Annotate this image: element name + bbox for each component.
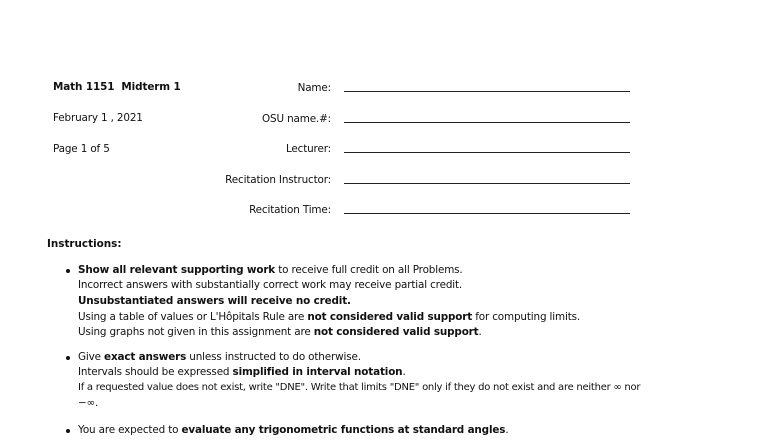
bullet-icon bbox=[64, 266, 73, 275]
instruction-1-line-3: Unsubstantiated answers will receive no credit. bbox=[78, 295, 351, 307]
instruction-2-line-1: Give exact answers unless instructed to do otherwise. bbox=[78, 351, 361, 363]
lecturer-label: Lecturer: bbox=[285, 143, 331, 155]
instructions-heading: Instructions: bbox=[47, 238, 122, 250]
recitation-time-field-line[interactable] bbox=[344, 213, 630, 214]
course-code: Math 1151 bbox=[53, 81, 115, 93]
recitation-time-label: Recitation Time: bbox=[249, 204, 331, 216]
exam-name: Midterm 1 bbox=[121, 81, 181, 93]
exam-date: February 1 , 2021 bbox=[53, 112, 143, 124]
instruction-1-line-5: Using graphs not given in this assignment are not considered valid support. bbox=[78, 326, 482, 338]
osu-name-field-line[interactable] bbox=[344, 122, 630, 123]
instruction-1-line-2: Incorrect answers with substantially correct work may receive partial credit. bbox=[78, 279, 463, 291]
instruction-3-line-1: You are expected to evaluate any trigonometric functions at standard angles. bbox=[78, 424, 509, 436]
name-label: Name: bbox=[297, 82, 331, 94]
instruction-2-line-3: If a requested value does not exist, write "DNE". Write that limits "DNE" only if they do not exist and are neither ∞ nor bbox=[78, 382, 641, 393]
osu-name-label: OSU name.#: bbox=[261, 113, 331, 125]
lecturer-field-line[interactable] bbox=[344, 152, 630, 153]
bullet-icon bbox=[64, 426, 73, 435]
recitation-instructor-label: Recitation Instructor: bbox=[225, 174, 331, 186]
page-indicator: Page 1 of 5 bbox=[53, 143, 110, 155]
name-field-line[interactable] bbox=[344, 91, 630, 92]
instruction-2-line-2: Intervals should be expressed simplified in interval notation. bbox=[78, 366, 406, 378]
bullet-icon bbox=[64, 353, 73, 362]
instruction-1-line-1: Show all relevant supporting work to receive full credit on all Problems. bbox=[78, 264, 463, 276]
instruction-1-line-4: Using a table of values or L'Hôpitals Rule are not considered valid support for computing limits. bbox=[78, 311, 581, 323]
recitation-instructor-field-line[interactable] bbox=[344, 183, 630, 184]
instruction-2-line-4: −∞. bbox=[78, 397, 99, 409]
